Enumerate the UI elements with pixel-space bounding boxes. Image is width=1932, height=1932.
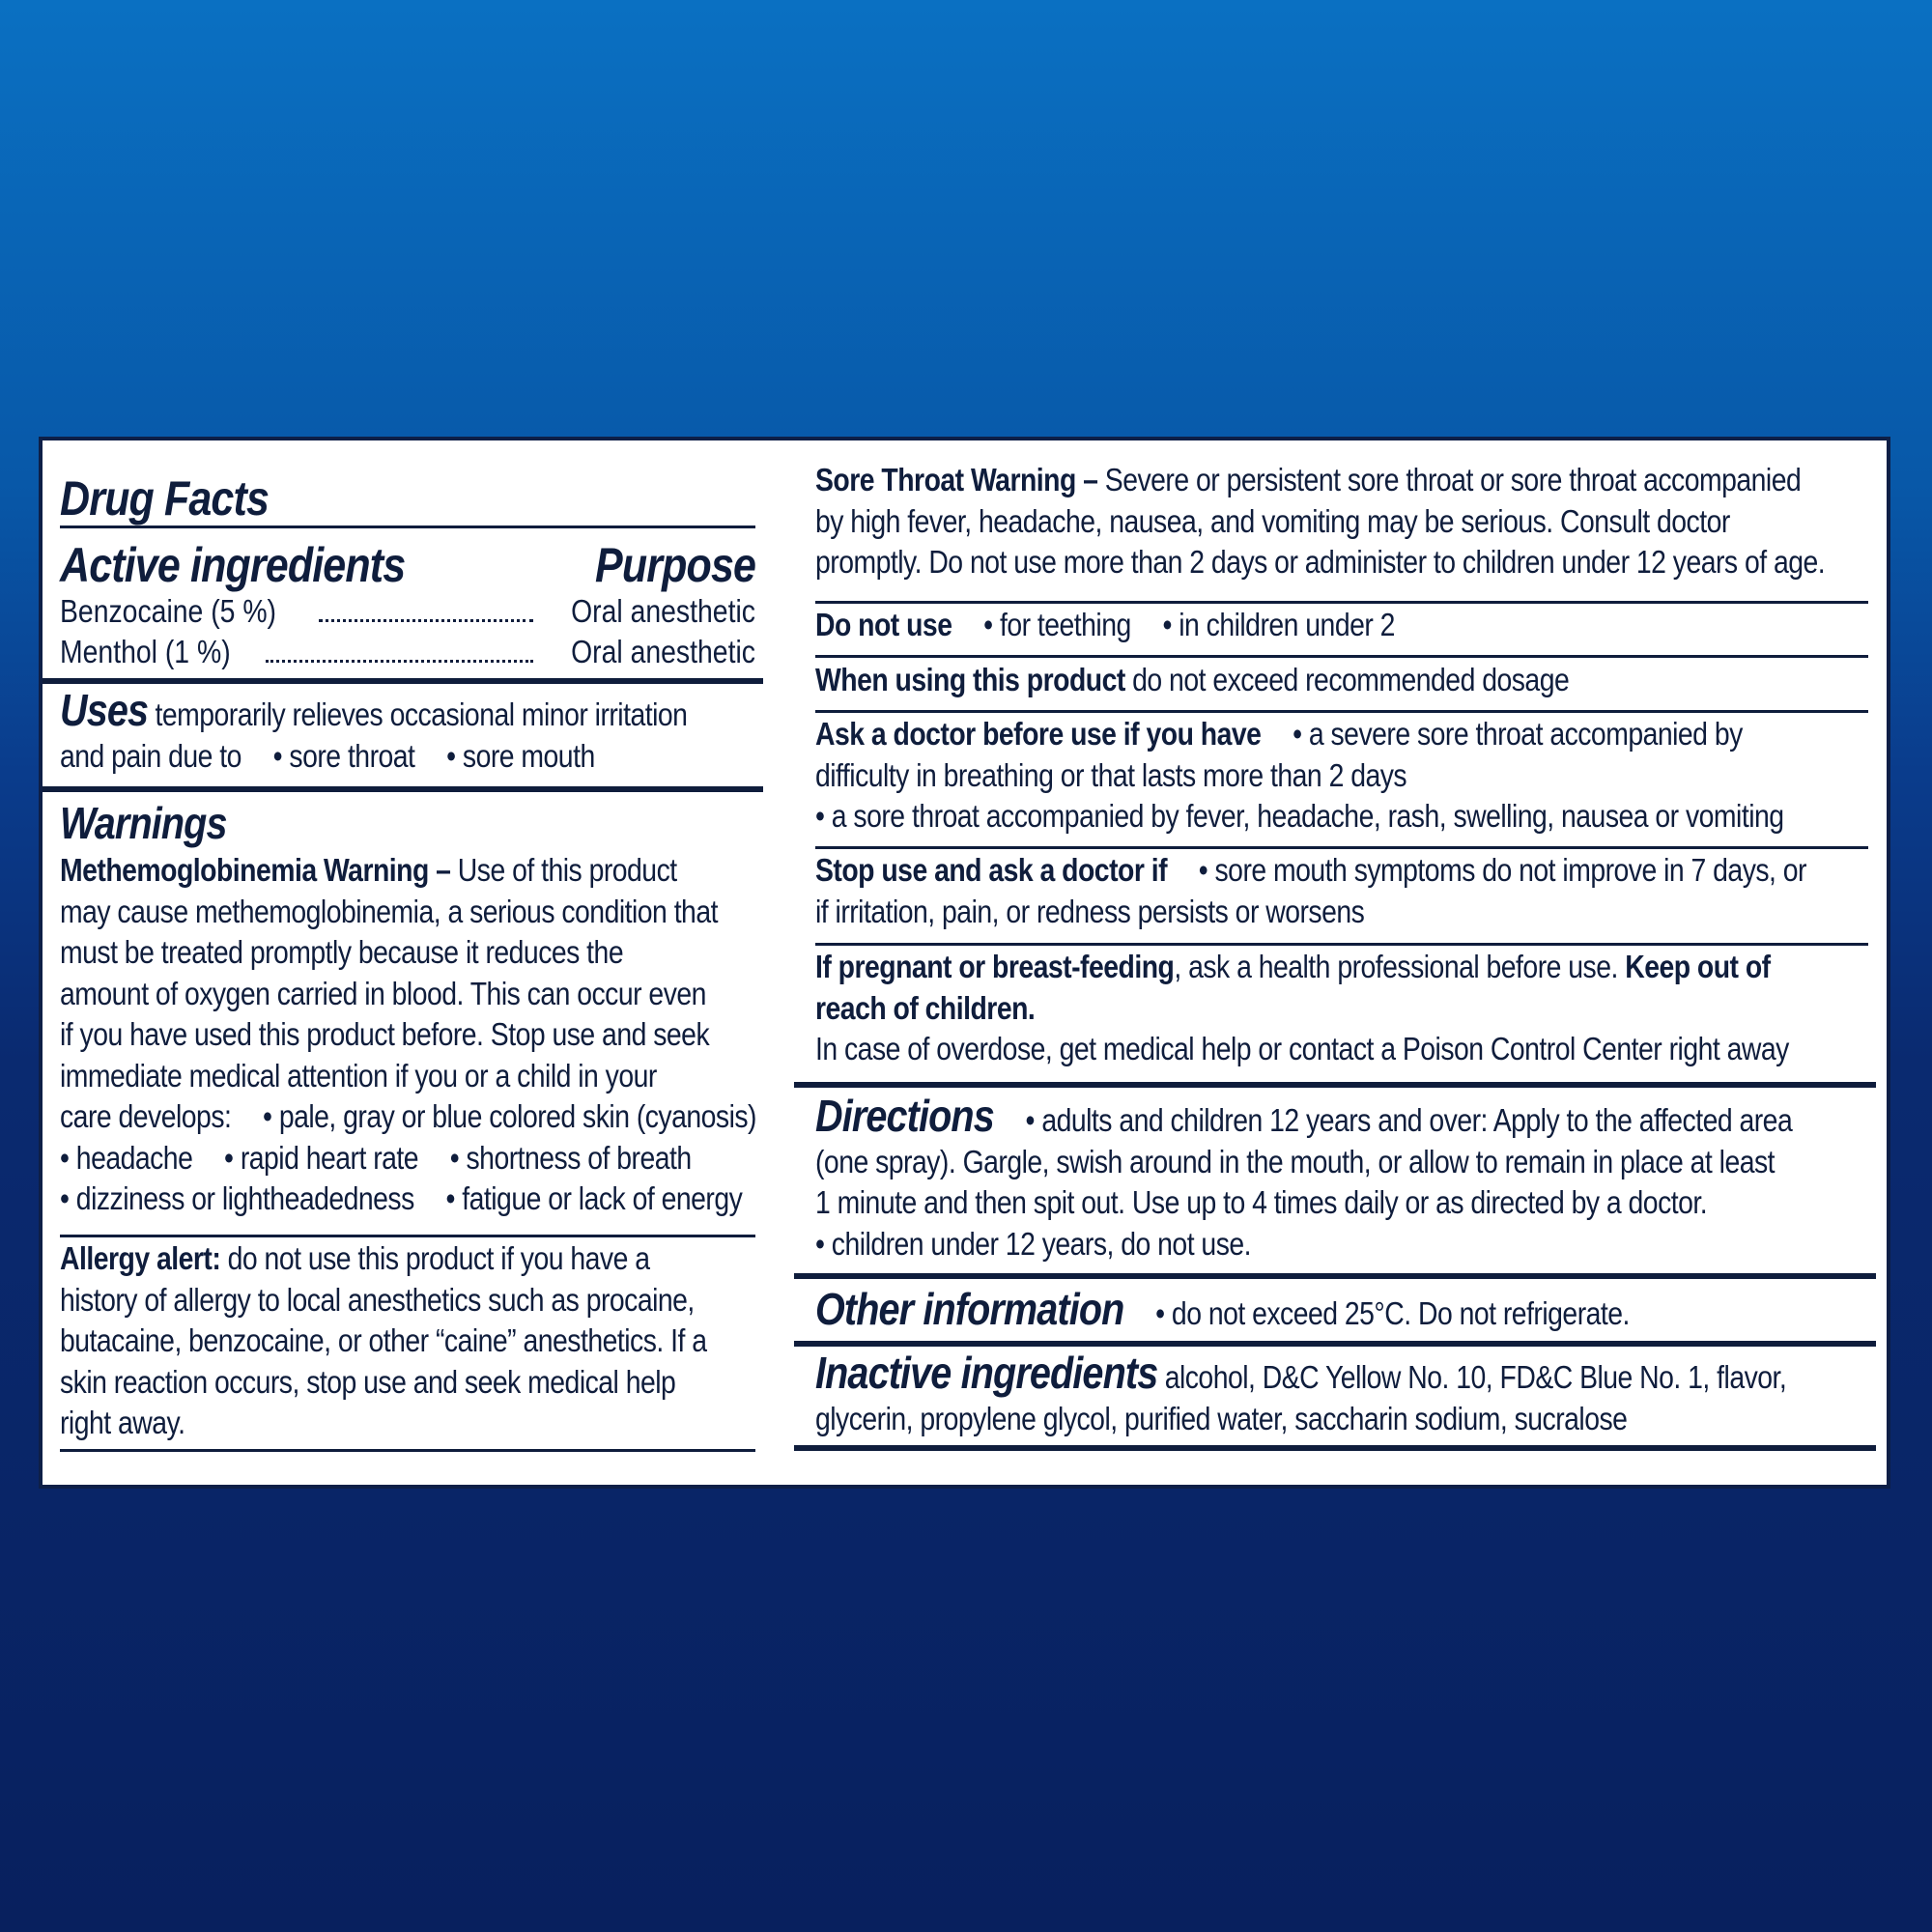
uses-text-2: and pain due to: [60, 737, 242, 774]
other-info-heading: Other information: [815, 1284, 1124, 1334]
methemo-label: Methemoglobinemia Warning –: [60, 852, 451, 888]
other-info-item: • do not exceed 25°C. Do not refrigerate.: [1155, 1295, 1630, 1331]
methemo-text: amount of oxygen carried in blood. This can occur even: [60, 975, 706, 1011]
drug-facts-title: Drug Facts: [60, 471, 270, 526]
dot-leader: [266, 632, 533, 663]
stop-use-item-cont: if irritation, pain, or redness persists or worsens: [815, 893, 1365, 929]
title-block: [60, 471, 755, 528]
divider: [794, 1445, 1876, 1451]
drug-facts-panel: [39, 437, 1890, 1489]
divider: [794, 1341, 1876, 1347]
methemo-text: may cause methemoglobinemia, a serious condition that: [60, 893, 718, 929]
sore-throat-text: promptly. Do not use more than 2 days or administer to children under 12 years of age.: [815, 544, 1826, 580]
ingredient-name: Menthol (1 %): [60, 634, 231, 669]
directions-section: [815, 1092, 1875, 1264]
inactive-text-2: glycerin, propylene glycol, purified water, saccharin sodium, sucralose: [815, 1400, 1628, 1436]
symptom: • fatigue or lack of energy: [445, 1180, 742, 1216]
allergy-text: history of allergy to local anesthetics such as procaine,: [60, 1281, 695, 1318]
allergy-label: Allergy alert:: [60, 1240, 221, 1276]
uses-item: • sore throat: [273, 738, 415, 774]
uses-heading: Uses: [60, 685, 149, 735]
methemo-text: care develops:: [60, 1098, 232, 1134]
symptom: • dizziness or lightheadedness: [60, 1180, 414, 1216]
methemo-text: Use of this product: [450, 852, 677, 888]
stop-use-label: Stop use and ask a doctor if: [815, 852, 1168, 888]
pregnancy-section: [815, 947, 1875, 1070]
sore-throat-text: by high fever, headache, nausea, and vomiting may be serious. Consult doctor: [815, 502, 1730, 539]
ingredient-row: [60, 632, 755, 672]
keep-out-label: Keep out of: [1625, 949, 1771, 984]
ask-doctor-item: • a severe sore throat accompanied by: [1293, 716, 1743, 752]
allergy-text: do not use this product if you have a: [220, 1240, 650, 1276]
allergy-text: right away.: [60, 1405, 185, 1440]
other-info-section: [815, 1281, 1875, 1337]
do-not-use-item: • for teething: [983, 607, 1131, 642]
ask-doctor-item-cont: difficulty in breathing or that lasts more than 2 days: [815, 756, 1407, 793]
ask-doctor-label: Ask a doctor before use if you have: [815, 716, 1262, 752]
purpose-heading: Purpose: [594, 538, 755, 592]
divider: [815, 943, 1868, 946]
warnings-section: [60, 796, 779, 1220]
directions-item: • adults and children 12 years and over: Apply to the affected area: [1026, 1102, 1793, 1138]
dot-leader: [319, 591, 533, 622]
directions-item: • children under 12 years, do not use.: [815, 1224, 1875, 1265]
ingredient-list: [60, 591, 755, 672]
ingredient-purpose: Oral anesthetic: [571, 634, 755, 669]
ingredient-purpose: Oral anesthetic: [571, 593, 755, 629]
pregnancy-text: , ask a health professional before use.: [1174, 949, 1626, 984]
symptom: • rapid heart rate: [224, 1140, 418, 1176]
pregnancy-label: If pregnant or breast-feeding: [815, 949, 1175, 984]
divider: [43, 786, 763, 792]
inactive-section: [815, 1349, 1875, 1439]
inactive-text: alcohol, D&C Yellow No. 10, FD&C Blue No. 1, flavor,: [1157, 1359, 1787, 1395]
uses-item: • sore mouth: [446, 738, 595, 774]
stop-use-item: • sore mouth symptoms do not improve in 7 days, or: [1199, 852, 1806, 888]
directions-text: 1 minute and then spit out. Use up to 4 times daily or as directed by a doctor.: [815, 1184, 1708, 1220]
divider: [43, 678, 763, 684]
divider: [815, 846, 1868, 849]
ask-doctor-item: • a sore throat accompanied by fever, headache, rash, swelling, nausea or vomiting: [815, 796, 1875, 838]
ask-doctor-section: [815, 714, 1875, 838]
divider: [794, 1273, 1876, 1279]
do-not-use-section: [815, 605, 1875, 646]
do-not-use-item: • in children under 2: [1162, 607, 1394, 642]
divider: [815, 601, 1868, 604]
divider: [815, 655, 1868, 658]
warnings-heading: Warnings: [60, 798, 227, 848]
sore-throat-label: Sore Throat Warning –: [815, 462, 1098, 497]
uses-section: [60, 685, 779, 777]
directions-text: (one spray). Gargle, swish around in the mouth, or allow to remain in place at least: [815, 1143, 1776, 1179]
allergy-text: skin reaction occurs, stop use and seek medical help: [60, 1363, 676, 1400]
divider: [60, 1235, 755, 1237]
sore-throat-text: Severe or persistent sore throat or sore throat accompanied: [1097, 462, 1802, 497]
symptom: • pale, gray or blue colored skin (cyanosis): [263, 1098, 756, 1134]
uses-text: temporarily relieves occasional minor irritation: [148, 696, 688, 732]
sore-throat-section: [815, 460, 1875, 583]
stop-use-section: [815, 850, 1875, 932]
ingredients-header: [60, 537, 755, 593]
active-ingredients-heading: Active ingredients: [60, 538, 406, 592]
do-not-use-label: Do not use: [815, 607, 952, 642]
keep-out-label-2: reach of children.: [815, 989, 1036, 1026]
when-using-section: [815, 660, 1875, 701]
when-using-label: When using this product: [815, 662, 1125, 697]
divider: [794, 1082, 1876, 1088]
allergy-section: [60, 1238, 779, 1444]
ingredient-name: Benzocaine (5 %): [60, 593, 277, 629]
methemo-text: if you have used this product before. Stop use and seek: [60, 1016, 710, 1052]
divider: [815, 710, 1868, 713]
directions-heading: Directions: [815, 1091, 994, 1141]
allergy-text: butacaine, benzocaine, or other “caine” anesthetics. If a: [60, 1322, 707, 1358]
symptom: • headache: [60, 1140, 192, 1176]
methemo-text: must be treated promptly because it reduces the: [60, 934, 624, 970]
divider: [60, 1449, 755, 1452]
symptom: • shortness of breath: [450, 1140, 692, 1176]
overdose-text: In case of overdose, get medical help or contact a Poison Control Center right away: [815, 1031, 1789, 1066]
methemo-text: immediate medical attention if you or a child in your: [60, 1057, 657, 1094]
inactive-heading: Inactive ingredients: [815, 1348, 1158, 1398]
ingredient-row: [60, 591, 755, 632]
when-using-text: do not exceed recommended dosage: [1124, 662, 1570, 697]
